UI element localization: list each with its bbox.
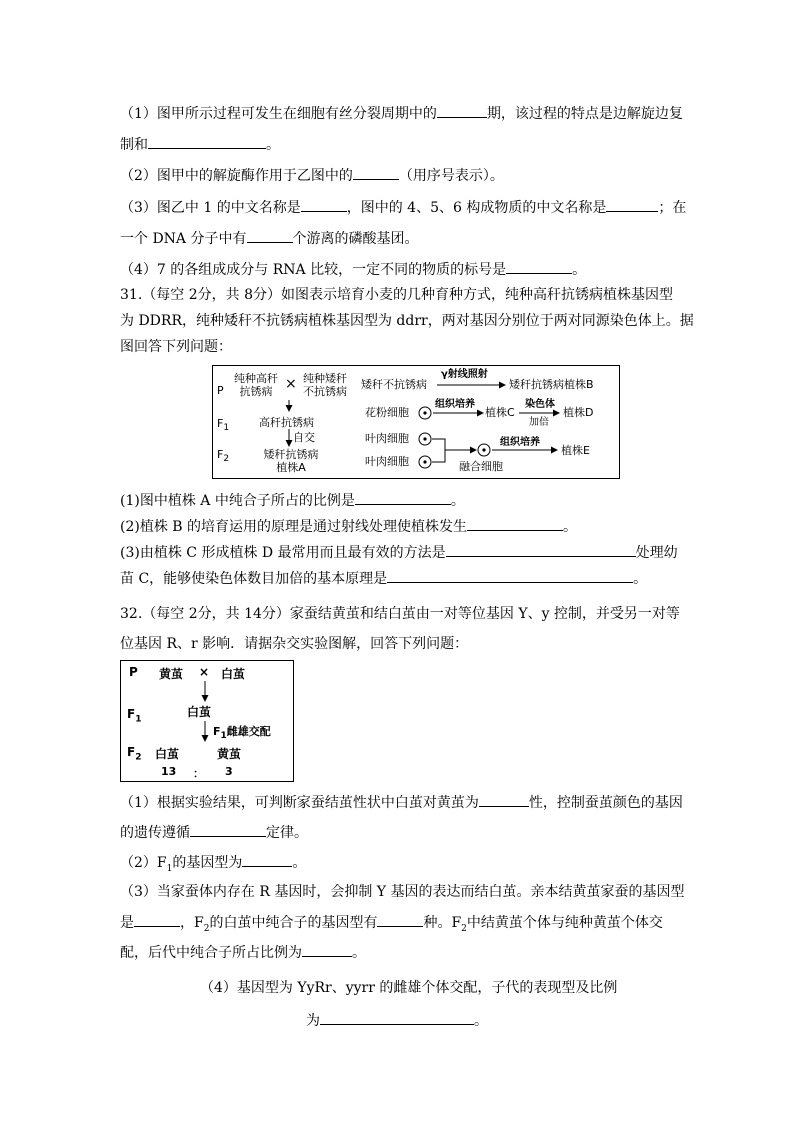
silkworm-cross-diagram	[120, 660, 294, 782]
q32-sub1-text-a: （1）根据实验结果，可判断家蚕结茧性状中白茧对黄茧为	[120, 795, 479, 811]
f2-white-cocoon: 白茧	[155, 747, 180, 761]
q30-p2-text-a: （2）图甲中的解旋酶作用于乙图中的	[120, 168, 353, 184]
gen-label-f1: $F_1$	[127, 707, 142, 725]
q30-part4-line	[120, 259, 586, 280]
q30-part1-line1	[120, 103, 683, 124]
q32-sub3-text-g: 配，后代中纯合子所占比例为	[120, 945, 302, 961]
answer-blank[interactable]	[446, 542, 636, 557]
answer-blank[interactable]	[353, 165, 399, 180]
q30-part1-line2	[120, 134, 280, 155]
q31-sub3-text-b: 处理幼	[635, 545, 678, 561]
q30-part3-line2	[120, 228, 419, 249]
gen-label-p: P	[217, 384, 224, 397]
q31-sub3-text-c: 苗 C，能够使染色体数目加倍的基本原理是	[120, 571, 388, 587]
ratio-white: 13	[161, 765, 177, 778]
plant-c: 植株C	[485, 406, 515, 419]
q31-intro-line3: 图回答下列问题：	[120, 339, 232, 355]
q31-sub2-end: 。	[563, 519, 578, 535]
plant-e: 植株E	[561, 444, 590, 457]
dwarf-susceptible-label: 矮秆不抗锈病	[361, 378, 427, 391]
f1-mating-label: $F_1$雌雄交配	[213, 725, 271, 742]
parent-yellow-cocoon: 黄茧	[159, 667, 184, 681]
cross-symbol: ×	[285, 376, 297, 392]
pollen-cell-label: 花粉细胞	[365, 406, 409, 419]
gen-label-f2: $F_2$	[217, 448, 230, 465]
answer-blank[interactable]	[190, 822, 266, 837]
f1-white-cocoon: 白茧	[187, 705, 212, 719]
answer-blank[interactable]	[506, 259, 572, 274]
q32-sub2-line	[120, 852, 306, 879]
breeding-methods-diagram	[212, 365, 620, 479]
q32-sub3-text-h: 。	[352, 945, 366, 961]
answer-blank[interactable]	[242, 852, 292, 867]
answer-blank[interactable]	[479, 792, 529, 807]
cross-symbol: ×	[199, 665, 210, 679]
q32-sub1-line2	[120, 822, 308, 843]
plant-d: 植株D	[563, 406, 594, 419]
selfing-label: 自交	[293, 431, 315, 444]
gen-label-p: P	[129, 665, 138, 679]
q32-intro-line2: 位基因 R、r 影响．请据杂交实验图解，回答下列问题：	[120, 636, 469, 652]
q32-sub2-subscript: 1	[166, 863, 173, 874]
q31-sub3-text-d: 。	[633, 571, 648, 587]
tissue-culture-label-2: 组织培养	[500, 437, 540, 448]
q31-sub3-line1	[120, 542, 678, 563]
q30-p3-text-e: 个游离的磷酸基团。	[292, 231, 419, 247]
gen-label-f2: $F_2$	[127, 745, 142, 763]
q32-sub3-text-e: 种。F	[423, 915, 462, 931]
answer-blank[interactable]	[247, 228, 293, 243]
q32-sub3-text-f: 中结黄茧个体与纯种黄茧个体交	[466, 915, 663, 931]
leaf-cell-label-2: 叶肉细胞	[365, 455, 409, 468]
q31-sub1-text: (1)图中植株 A 中纯合子所占的比例是	[120, 493, 355, 509]
q30-p4-text-a: （4）7 的各组成成分与 RNA 比较，一定不同的物质的标号是	[120, 262, 507, 278]
parent-white-cocoon: 白茧	[221, 667, 246, 681]
plant-a: 矮秆抗锈病 植株A	[263, 448, 319, 474]
q30-p4-text-b: 。	[572, 262, 587, 278]
q31-sub2-line	[120, 516, 577, 537]
answer-blank[interactable]	[437, 103, 487, 118]
q30-p3-text-b: ，图中的 4、5、6 构成物质的中文名称是	[346, 200, 607, 216]
q32-sub3-line3	[120, 942, 366, 963]
answer-blank[interactable]	[377, 912, 423, 927]
answer-blank[interactable]	[387, 568, 633, 583]
answer-blank[interactable]	[148, 134, 266, 149]
q30-p3-text-c: ；在	[658, 200, 687, 216]
q31-sub3-line2	[120, 568, 647, 589]
q32-sub3-line1: （3）当家蚕体内存在 R 基因时，会抑制 Y 基因的表达而结白茧。亲本结黄茧家蚕的基因型	[120, 884, 685, 900]
q30-p1-text-b: 期，该过程的特点是边解旋边复	[486, 106, 683, 122]
q32-sub2-text-b: 的基因型为	[172, 855, 243, 871]
q30-p1-text-c: 制和	[120, 137, 148, 153]
leaf-cell-label-1: 叶肉细胞	[365, 432, 409, 445]
q31-sub1-end: 。	[450, 493, 465, 509]
q32-sub1-text-c: 的遗传遵循	[120, 825, 190, 841]
f1-phenotype: 高秆抗锈病	[259, 416, 314, 429]
doubling-label: 加倍	[529, 417, 549, 428]
parent-dwarf-susceptible: 纯种矮秆 不抗锈病	[303, 372, 347, 398]
cross-diagram-arrows	[121, 661, 293, 781]
q32-intro-line1: 32.（每空 2分，共 14分）家蚕结黄茧和结白茧由一对等位基因 Y、y 控制，并受另一对等	[120, 606, 680, 622]
f2-yellow-cocoon: 黄茧	[217, 747, 242, 761]
fused-cell-label: 融合细胞	[459, 460, 503, 473]
q32-sub1-text-d: 定律。	[266, 825, 308, 841]
q30-p1-text-a: （1）图甲所示过程可发生在细胞有丝分裂周期中的	[120, 106, 437, 122]
ratio-colon: ：	[193, 767, 204, 780]
q32-sub2-text-a: （2）F	[120, 855, 167, 871]
q32-sub4-text-b: 为	[306, 1013, 320, 1029]
answer-blank[interactable]	[134, 912, 180, 927]
q32-sub3-text-d: 的白茧中纯合子的基因型有	[209, 915, 378, 931]
q32-sub3-line2: 是 ，$F_2$的白茧中纯合子的基因型有 种。$F_2$中结黄茧个体与纯种黄茧个体交	[120, 912, 663, 939]
q32-sub3-text-b: 是	[120, 915, 134, 931]
q30-p2-text-b: （用序号表示）。	[398, 168, 504, 184]
q30-part3-line1	[120, 197, 686, 218]
parent-tall-resistant: 纯种高秆 抗锈病	[234, 372, 278, 398]
q32-sub2-text-c: 。	[292, 855, 307, 871]
q31-sub2-text: (2)植株 B 的培育运用的原理是通过射线处理使植株发生	[120, 519, 468, 535]
answer-blank[interactable]	[302, 942, 352, 957]
q30-p3-text-a: （3）图乙中 1 的中文名称是	[120, 200, 301, 216]
chromosome-label: 染色体	[525, 399, 555, 410]
q31-intro-line2: 为 DDRR，纯种矮秆不抗锈病植株基因型为 ddrr，两对基因分别位于两对同源染色体上。据	[120, 313, 694, 329]
answer-blank[interactable]	[606, 197, 658, 212]
q32-sub4-line2	[306, 1010, 488, 1031]
q30-part2-line	[120, 165, 504, 186]
q31-sub1-line	[120, 490, 465, 511]
answer-blank[interactable]	[320, 1010, 474, 1025]
q32-sub1-line1	[120, 792, 683, 813]
q32-sub1-text-b: 性，控制蚕茧颜色的基因	[528, 795, 683, 811]
q31-sub3-text-a: (3)由植株 C 形成植株 D 最常用而且最有效的方法是	[120, 545, 446, 561]
q32-sub4-text-c: 。	[474, 1013, 488, 1029]
q32-sub3-text-c: ，F	[180, 915, 204, 931]
tissue-culture-label-1: 组织培养	[435, 399, 475, 410]
ratio-yellow: 3	[225, 765, 233, 778]
q30-p1-text-d: 。	[266, 137, 280, 153]
plant-b: 矮秆抗锈病植株B	[509, 378, 594, 391]
gamma-ray-label: γ射线照射	[441, 369, 488, 380]
gen-label-f1: $F_1$	[217, 417, 230, 434]
q31-intro-line1: 31.（每空 2分，共 8分）如图表示培育小麦的几种育种方式，纯种高秆抗锈病植株基因型	[120, 287, 673, 303]
answer-blank[interactable]	[301, 197, 347, 212]
answer-blank[interactable]	[355, 490, 451, 505]
answer-blank[interactable]	[467, 516, 563, 531]
q30-p3-text-d: 一个 DNA 分子中有	[120, 231, 247, 247]
q32-sub4-line1: （4）基因型为 YyRr、yyrr 的雌雄个体交配，子代的表现型及比例	[200, 980, 618, 996]
